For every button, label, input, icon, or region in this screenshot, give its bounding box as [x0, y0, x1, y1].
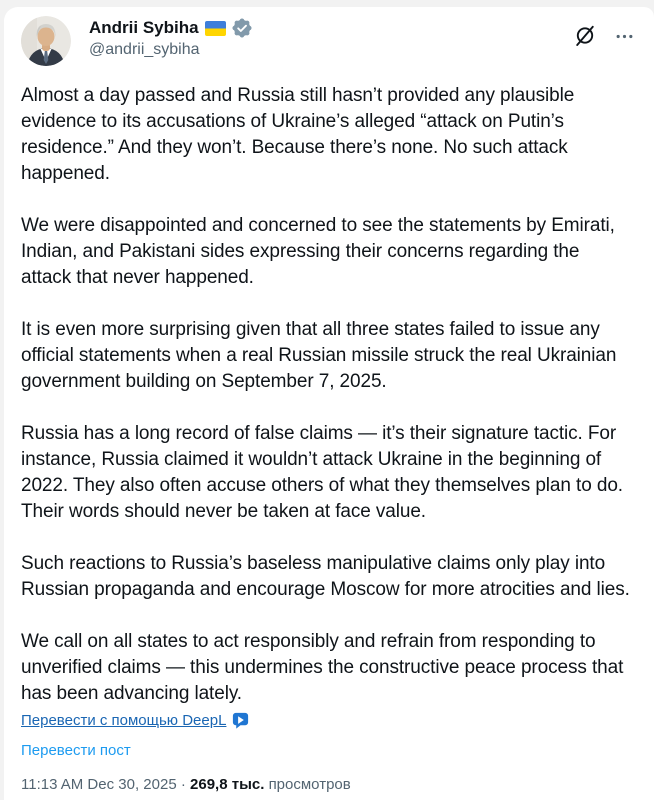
avatar-image	[21, 16, 71, 66]
deepl-translate-row	[21, 711, 634, 730]
views-count: 269,8 тыс.	[190, 776, 265, 793]
user-info	[89, 16, 252, 59]
deepl-translate-link[interactable]: Перевести с помощью DeepL	[21, 712, 227, 729]
user-handle[interactable]: @andrii_sybiha	[89, 41, 200, 58]
post-paragraph: Such reactions to Russia’s baseless manipulative claims only play into Russian propaganda and encourage Moscow for more atrocities and lies.	[21, 553, 630, 600]
views-label: просмотров	[268, 776, 351, 793]
ukraine-flag-icon	[205, 21, 226, 36]
post-header	[4, 7, 654, 66]
post-paragraph: Almost a day passed and Russia still hasn’t provided any plausible evidence to its accusations of Ukraine’s alleged “attack on Putin’s residence.” And they won’t. Because there’s none. No such attack happened.	[21, 85, 575, 184]
deepl-icon	[231, 711, 250, 730]
post-paragraph: Russia has a long record of false claims — it’s their signature tactic. For instance, Russia claimed it wouldn’t attack Ukraine in the beginning of 2022. They also often accuse others of what they themselves plan to do. Their words should never be taken at face value.	[21, 423, 623, 522]
post-paragraph: We were disappointed and concerned to see the statements by Emirati, Indian, and Pakistani sides expressing their concerns regarding the attack that never happened.	[21, 215, 615, 288]
timestamp: 11:13 AM Dec 30, 2025	[21, 776, 177, 793]
post-paragraph: It is even more surprising given that all three states failed to issue any official statements when a real Russian missile struck the real Ukrainian government building on September 7, 2025.	[21, 319, 617, 392]
meta-separator: ·	[180, 776, 186, 793]
post-footer	[4, 711, 654, 793]
translate-post-link[interactable]: Перевести пост	[21, 742, 131, 759]
display-name[interactable]: Andrii Sybiha	[89, 18, 199, 37]
grok-icon[interactable]	[573, 24, 597, 48]
post-meta	[21, 776, 634, 793]
post-card	[4, 7, 654, 800]
post-body	[4, 83, 654, 707]
verified-badge-icon	[232, 18, 252, 38]
avatar[interactable]	[21, 16, 71, 66]
post-paragraph: We call on all states to act responsibly and refrain from responding to unverified claims — this undermines the constructive peace process that has been advancing lately.	[21, 631, 624, 704]
header-actions	[573, 16, 634, 48]
name-row	[89, 18, 252, 38]
more-options-icon[interactable]	[615, 27, 634, 46]
